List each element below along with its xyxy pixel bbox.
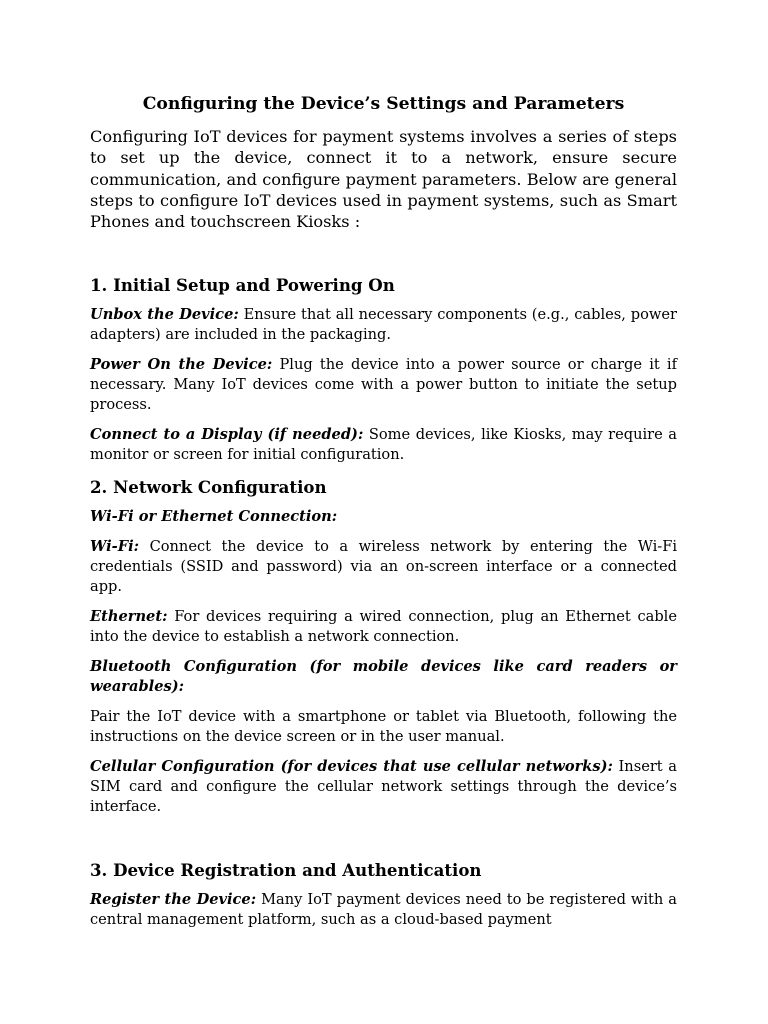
paragraph-ethernet <box>90 607 677 647</box>
spacer <box>90 232 677 273</box>
paragraph-text: For devices requiring a wired connection, plug an Ethernet cable into the device to establish a network connection. <box>90 608 677 646</box>
paragraph-label: Cellular Configuration (for devices that use cellular networks): <box>90 758 613 776</box>
paragraph-cellular <box>90 757 677 817</box>
section-heading-registration: 3. Device Registration and Authentication <box>90 860 482 881</box>
paragraph-label: Wi-Fi: <box>90 538 140 556</box>
document-title: Configuring the Device’s Settings and Parameters <box>142 94 625 114</box>
paragraph-label: Connect to a Display (if needed): <box>90 426 364 444</box>
paragraph-label: Register the Device: <box>90 891 257 909</box>
paragraph-text: Ensure that all necessary components (e.g., cables, power adapters) are included in the packaging. <box>90 306 677 344</box>
paragraph-label: Power On the Device: <box>90 356 273 374</box>
paragraph-wifi <box>90 537 677 597</box>
paragraph-unbox-device <box>90 305 677 345</box>
paragraph-connect-display <box>90 425 677 465</box>
document-page <box>90 92 677 940</box>
paragraph-label: Ethernet: <box>90 608 168 626</box>
subheading-wifi-ethernet: Wi-Fi or Ethernet Connection: <box>90 508 338 526</box>
paragraph-text: Insert a SIM card and configure the cellular network settings through the device’s interface. <box>90 758 677 816</box>
spacer <box>90 827 677 858</box>
paragraph-register-device <box>90 890 677 930</box>
section-heading-network: 2. Network Configuration <box>90 477 327 498</box>
paragraph-label: Unbox the Device: <box>90 306 239 324</box>
intro-paragraph: Configuring IoT devices for payment systems involves a series of steps to set up the device, connect it to a network, ensure secure communication, and configure payment parameters. Below are general steps to configure IoT devices used in payment systems, such as Smart Phones and touchscreen Kiosks : <box>90 127 677 232</box>
paragraph-text: Plug the device into a power source or charge it if necessary. Many IoT devices come with a power button to initiate the setup process. <box>90 356 677 414</box>
subheading-bluetooth: Bluetooth Configuration (for mobile devices like card readers or wearables): <box>90 658 677 696</box>
paragraph-power-on <box>90 355 677 415</box>
paragraph-text: Many IoT payment devices need to be registered with a central management platform, such as a cloud-based payment <box>90 891 677 929</box>
paragraph-text: Connect the device to a wireless network by entering the Wi-Fi credentials (SSID and password) via an on-screen interface or a connected app. <box>90 538 677 596</box>
section-heading-initial-setup: 1. Initial Setup and Powering On <box>90 275 395 296</box>
paragraph-bluetooth: Pair the IoT device with a smartphone or tablet via Bluetooth, following the instructions on the device screen or in the user manual. <box>90 708 677 746</box>
paragraph-text: Some devices, like Kiosks, may require a monitor or screen for initial configuration. <box>90 426 677 464</box>
